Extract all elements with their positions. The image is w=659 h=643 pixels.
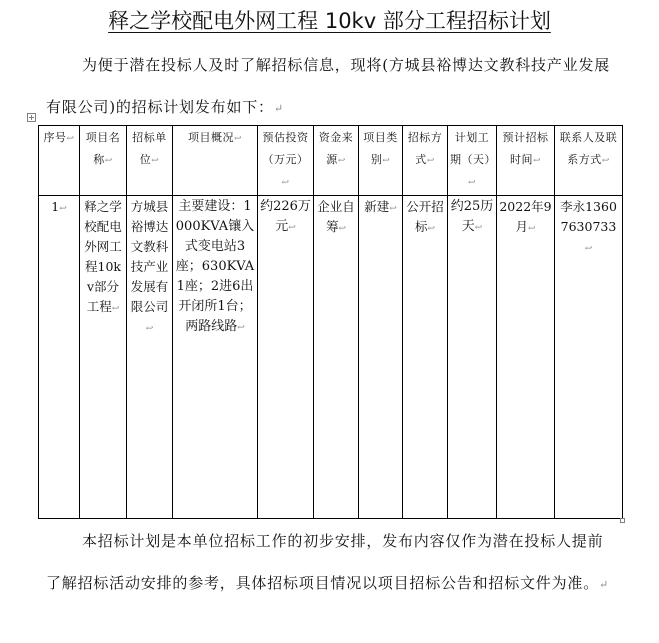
cell-contact: 李永13607630733↩	[555, 196, 623, 519]
cell-fund-source: 企业自筹↩	[314, 196, 359, 519]
cell-tenderer: 方城县裕博达文教科技产业发展有限公司↩	[127, 196, 173, 519]
table-row	[39, 196, 623, 519]
intro-paragraph	[46, 44, 616, 130]
header-seq: 序号↩	[39, 126, 80, 196]
cell-project-category: 新建↩	[359, 196, 403, 519]
header-project-category: 项目类别↩	[359, 126, 403, 196]
paragraph-mark: ↵	[599, 578, 610, 591]
closing-paragraph	[46, 520, 616, 606]
header-tenderer: 招标单位↩	[127, 126, 173, 196]
header-bidding-method: 招标方式↩	[403, 126, 448, 196]
header-planned-duration: 计划工期（天）↩	[448, 126, 497, 196]
cell-expected-time: 2022年9月↩	[497, 196, 555, 519]
document-title: 释之学校配电外网工程 10kv 部分工程招标计划	[108, 9, 551, 33]
intro-text: 为便于潜在投标人及时了解招标信息，现将(方城县裕博达文教科技产业发展有限公司)的招标计划发布如下：	[46, 56, 611, 116]
header-fund-source: 资金来源↩	[314, 126, 359, 196]
closing-text: 本招标计划是本单位招标工作的初步安排，发布内容仅作为潜在投标人提前了解招标活动安排的参考，具体招标项目情况以项目招标公告和招标文件为准。	[46, 532, 604, 592]
header-contact: 联系人及联系方式↩	[555, 126, 623, 196]
table-header-row	[39, 126, 623, 196]
bidding-plan-table	[38, 125, 623, 519]
header-overview: 项目概况↩	[173, 126, 258, 196]
cell-project-name: 释之学校配电外网工程10kv部分工程↩	[80, 196, 127, 519]
paragraph-mark: ↵	[273, 102, 284, 115]
cell-planned-duration: 约25历天↩	[448, 196, 497, 519]
table-resize-handle-icon[interactable]	[620, 518, 625, 523]
cell-seq: 1↩	[39, 196, 80, 519]
cell-estimated-investment: 约226万元↩	[258, 196, 314, 519]
header-project-name: 项目名称↩	[80, 126, 127, 196]
header-estimated-investment: 预估投资（万元）↩	[258, 126, 314, 196]
cell-bidding-method: 公开招标↩	[403, 196, 448, 519]
table-move-handle-icon[interactable]	[27, 113, 36, 122]
header-expected-time: 预计招标时间↩	[497, 126, 555, 196]
cell-overview: 主要建设：1000KVA镶入式变电站3座；630KVA1座；2进6出开闭所1台；两路线路↩	[173, 196, 258, 519]
